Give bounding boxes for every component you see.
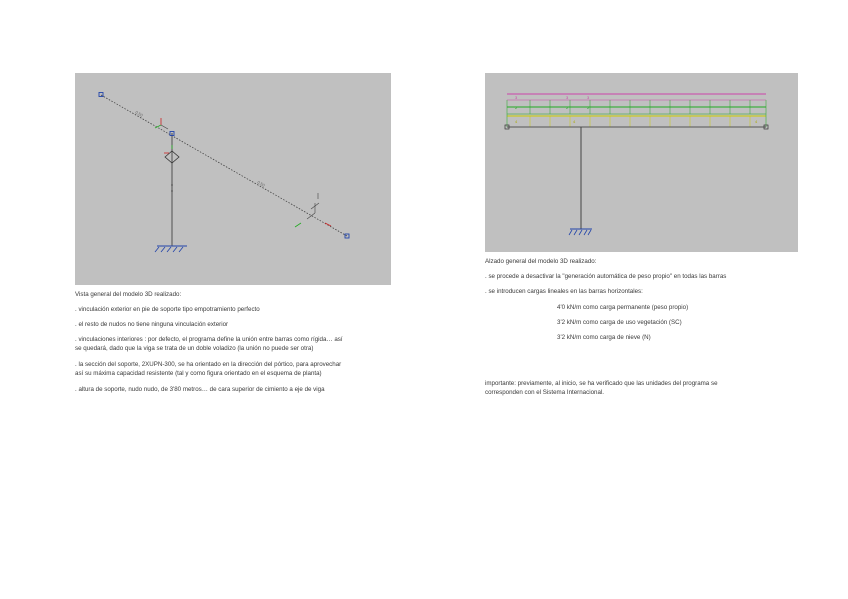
right-bullet: . se introducen cargas lineales en las barras horizontales: (485, 288, 643, 295)
load-label: 4 (755, 119, 758, 124)
model-3d-viewport[interactable] (75, 73, 391, 285)
left-bullet: . la sección del soporte, 2XUPN-300, se ha orientado en la dirección del pórtico, para aprovechar (75, 361, 342, 368)
beam-end-node[interactable] (99, 93, 103, 97)
left-bullet-continued: así su máxima capacidad resistente (tal y como figura orientado en el esquema de planta) (75, 370, 322, 377)
note-line: importante: previamente, al inicio, se ha verificado que las unidades del programa se (485, 380, 718, 387)
load-label: 2 (587, 105, 590, 110)
load-label: 2 (566, 105, 569, 110)
elevation-drawing (485, 73, 798, 252)
left-bullet-continued: se quedará, dado que la viga se trata de un doble voladizo (la unión no puede ser otra) (75, 345, 314, 352)
load-label: 3 (587, 95, 590, 100)
load-label: 3 (566, 95, 569, 100)
load-label: 4 (515, 119, 518, 124)
load-line: 3'2 kN/m como carga de uso vegetación (SC) (557, 319, 682, 326)
note-line: corresponden con el Sistema Internacional. (485, 389, 605, 396)
left-bullet: . vinculación exterior en pie de soporte tipo empotramiento perfecto (75, 306, 260, 313)
beam-label-upper: 0.50 (134, 109, 144, 118)
load-line: 3'2 kN/m como carga de nieve (N) (557, 334, 651, 341)
left-caption-title: Vista general del modelo 3D realizado: (75, 291, 182, 298)
right-bullet: . se procede a desactivar la "generación automática de peso propio" en todas las barras (485, 273, 727, 280)
elevation-viewport[interactable] (485, 73, 798, 252)
load-label: 2 (515, 105, 518, 110)
left-bullet: . altura de soporte, nudo nudo, de 3'80 metros… de cara superior de cimiento a eje de viga (75, 386, 325, 393)
beam-label-lower: 0.50 (256, 179, 266, 188)
model-3d-drawing (75, 73, 391, 285)
left-bullet: . el resto de nudos no tiene ninguna vinculación exterior (75, 321, 229, 328)
right-caption-title: Alzado general del modelo 3D realizado: (485, 258, 597, 265)
load-label: 4 (573, 119, 576, 124)
axis-y-local (161, 125, 168, 129)
beam-line (101, 95, 347, 236)
load-line: 4'0 kN/m como carga permanente (peso propio) (557, 304, 689, 311)
load-label: 3 (515, 95, 518, 100)
left-bullet: . vinculaciones interiores : por defecto, el programa define la unión entre barras como rígida… así (75, 336, 343, 343)
